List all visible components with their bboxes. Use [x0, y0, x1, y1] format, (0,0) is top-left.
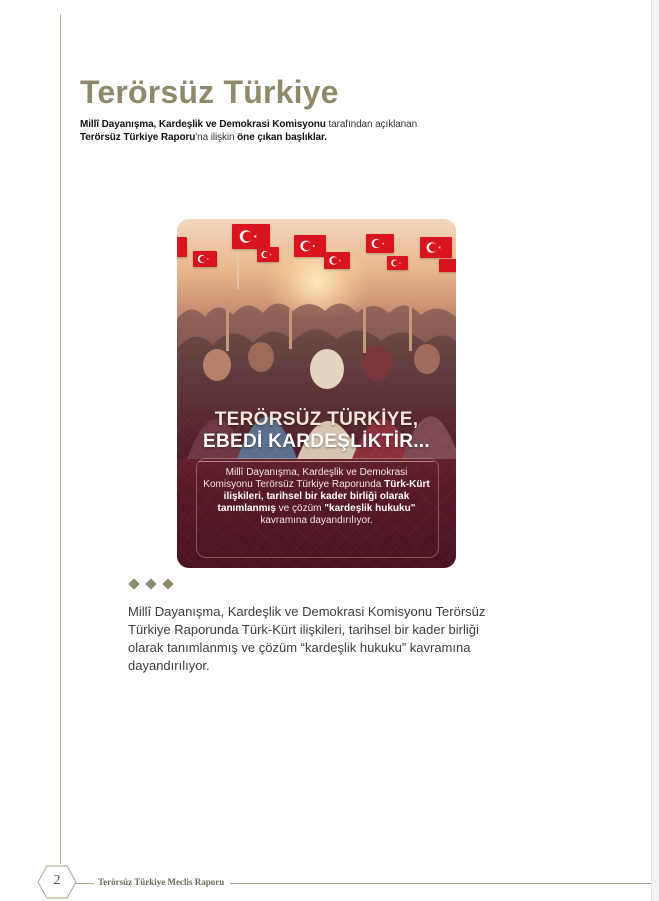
body-paragraph: Millî Dayanışma, Kardeşlik ve Demokrasi Komisyonu Terörsüz Türkiye Raporunda Türk-Kürt ilişkileri, tarihsel bir kader birliği olarak tanımlanmış ve çözüm “kardeşlik hukuku” kavramına dayandırılıyor.	[128, 604, 486, 673]
page-edge	[651, 0, 659, 901]
turkish-flag-icon	[366, 234, 394, 253]
poster-body-1: Millî Dayanışma, Kardeşlik ve Demokrasi Komisyonu Terörsüz Türkiye Raporunda	[203, 467, 408, 490]
turkish-flag-icon	[387, 256, 408, 270]
turkish-flag-icon	[177, 237, 187, 257]
page-title: Terörsüz Türkiye	[80, 74, 339, 110]
poster-divider	[199, 461, 434, 462]
diamond-icon	[162, 578, 173, 589]
page-subtitle	[80, 118, 440, 144]
turkish-flag-icon	[232, 224, 270, 249]
turkish-flag-icon	[193, 251, 217, 267]
subtitle-commission: Millî Dayanışma, Kardeşlik ve Demokrasi Komisyonu	[80, 119, 326, 130]
subtitle-highlights: öne çıkan başlıklar.	[237, 132, 327, 143]
turkish-flag-icon	[294, 235, 326, 257]
poster-body-text	[203, 467, 430, 527]
turkish-flag-icon	[257, 247, 279, 262]
poster-headline-line2: EBEDİ KARDEŞLİKTİR...	[203, 431, 430, 452]
poster-body-2: ve çözüm	[275, 503, 325, 514]
turkish-flag-icon	[324, 252, 350, 269]
poster-image	[177, 219, 456, 568]
subtitle-report: Terörsüz Türkiye Raporu	[80, 132, 196, 143]
flag-pole	[237, 249, 239, 289]
poster-body-bold-1: Türk-Kürt ilişkileri, tarihsel bir kader birliği olarak tanımlanmış	[217, 479, 430, 514]
diamond-icon	[128, 578, 139, 589]
turkish-flag-icon	[420, 237, 452, 258]
subtitle-text-1: tarafından açıklanan	[325, 119, 418, 130]
poster-body-bold-2: "kardeşlik hukuku"	[324, 503, 416, 514]
footer-label: Terörsüz Türkiye Meclis Raporu	[94, 877, 230, 887]
diamond-icon	[145, 578, 156, 589]
margin-rule	[60, 14, 61, 864]
poster-headline	[177, 409, 456, 453]
subtitle-text-2: 'na ilişkin	[195, 132, 238, 143]
diamond-ornament	[128, 580, 174, 588]
turkish-flag-icon	[439, 259, 456, 272]
poster-headline-line1: TERÖRSÜZ TÜRKİYE,	[214, 409, 419, 430]
page-number: 2	[53, 873, 61, 888]
poster-body-3: kavramına dayandırılıyor.	[260, 515, 373, 526]
